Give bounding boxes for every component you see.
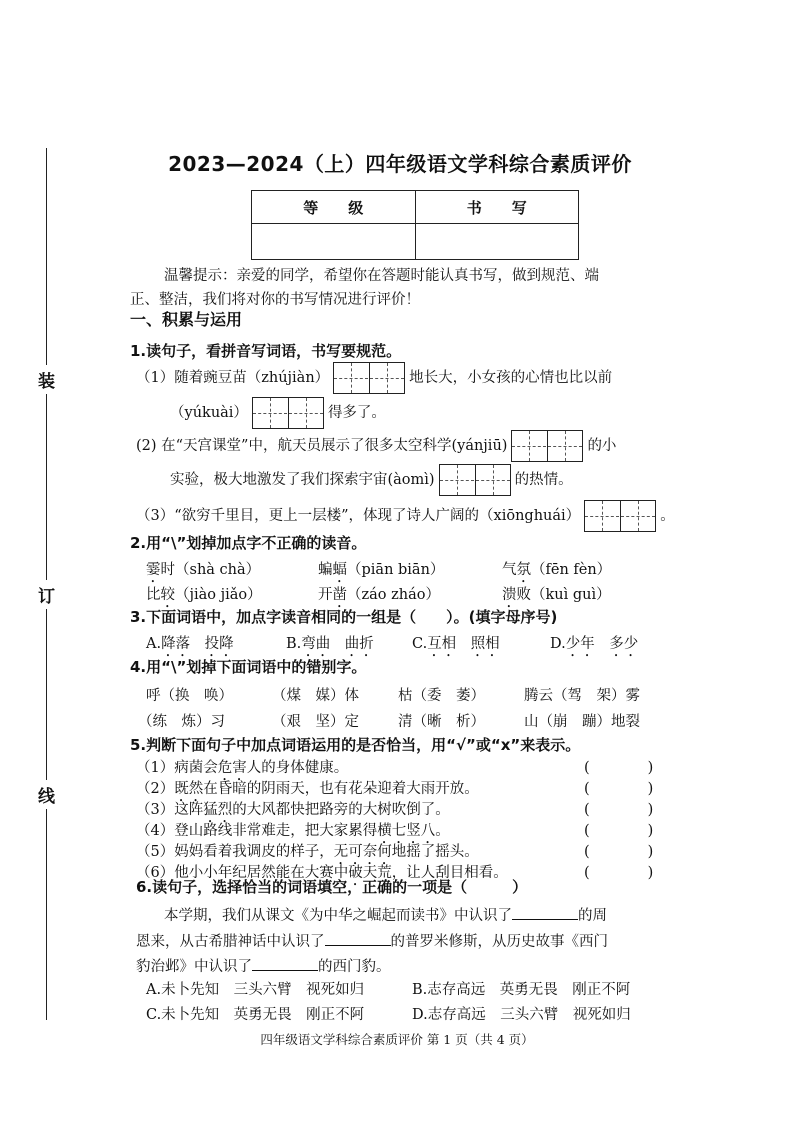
tip-line-2: 正、整洁，我们将对你的书写情况进行评价！	[130, 292, 420, 308]
q1-s2c-text: 实验，极大地激发了我们探索宇宙(àomì)	[170, 472, 435, 488]
q6-para-line-3	[136, 955, 391, 976]
binding-char-zhuang: 装	[38, 365, 55, 394]
q5-answer-bracket[interactable]: ( )	[584, 781, 654, 797]
q6-option-c[interactable]: C.未卜先知 英勇无畏 刚正不阿	[146, 1007, 365, 1023]
q2-word-char: 气	[502, 562, 517, 578]
q5-text: ，让人刮目相看。	[391, 865, 508, 881]
q5-answer-bracket[interactable]: ( )	[584, 802, 654, 818]
tianzige-yanjiu[interactable]	[511, 430, 583, 462]
option-word: 多少	[609, 636, 639, 652]
q6-text: 的西门豹。	[318, 959, 391, 975]
grade-header: 等 级	[252, 191, 416, 224]
tianzige-aomi[interactable]	[439, 464, 511, 496]
q6-text: 恩来，从古希腊神话中认识了	[136, 934, 325, 950]
q5-emphasis: 危害	[217, 760, 247, 776]
q2-word-char: 蝠	[332, 562, 347, 578]
q5-text: 在昏暗的阴雨天，也有花朵迎着大雨开放。	[203, 781, 479, 797]
option-word: 照相	[470, 636, 500, 652]
q6-blank-3[interactable]	[252, 956, 318, 971]
q4-title: 4.用“\”划掉下面词语中的错别字。	[130, 658, 367, 676]
q2-pinyin-options[interactable]: （piān biān）	[347, 562, 445, 578]
q1-s1a-text: （1）随着豌豆苗（zhújiàn）	[136, 370, 330, 386]
q1-sentence-2b	[170, 464, 573, 496]
q1-s1d-text: 得多了。	[327, 405, 386, 421]
q4-word[interactable]: 腾云（驾 架）雾	[524, 688, 640, 704]
tianzige-zhujian[interactable]	[333, 362, 405, 394]
q1-s3b-text: 。	[660, 508, 675, 524]
q5-emphasis: 猛烈	[203, 802, 233, 818]
q1-s1b-text: 地长大，小女孩的心情也比以前	[409, 370, 613, 386]
q4-word[interactable]: （煤 媒）体	[272, 688, 359, 704]
q2-item	[502, 558, 611, 586]
q6-para-line-2	[136, 930, 608, 951]
q2-word-char: 霎	[146, 562, 161, 578]
tip-line-1: 温馨提示：亲爱的同学，希望你在答题时能认真书写，做到规范、端	[164, 268, 599, 284]
q5-text: （1）病菌会	[136, 760, 218, 776]
q5-emphasis: 无可奈何	[333, 844, 392, 860]
q2-word-char: 氛	[516, 562, 531, 578]
q4-word[interactable]: 呼（换 唤）	[146, 688, 233, 704]
q6-blank-2[interactable]	[325, 931, 391, 946]
writing-cell[interactable]	[415, 224, 579, 260]
q4-word[interactable]: （练 炼）习	[138, 714, 225, 730]
q1-s2a-text: (2) 在“天宫课堂”中，航天员展示了很多太空科学(yánjiū)	[136, 438, 508, 454]
q2-pinyin-options[interactable]: （fēn fèn）	[531, 562, 612, 578]
q2-pinyin-options[interactable]: （jiào jiǎo）	[175, 587, 262, 603]
q3-title: 3.下面词语中，加点字读音相同的一组是（ ）。(填字母序号)	[130, 608, 558, 626]
option-word: 降落	[161, 636, 191, 652]
q6-text: 豹治邺》中认识了	[136, 959, 252, 975]
q3-option-d[interactable]	[550, 632, 638, 660]
q6-text: 的普罗米修斯，从历史故事《西门	[390, 934, 608, 950]
option-word: 投降	[204, 636, 234, 652]
q5-text: （2）	[136, 781, 175, 797]
option-word: 互相	[427, 636, 457, 652]
q5-emphasis: 横七竖八	[377, 823, 436, 839]
binding-char-ding: 订	[38, 580, 55, 609]
q1-s3a-text: （3）“欲穷千里目，更上一层楼”，体现了诗人广阔的（xiōnghuái）	[136, 508, 581, 524]
q6-title: 6.读句子，选择恰当的词语填空，正确的一项是（ ）	[136, 878, 528, 896]
tianzige-yukuai[interactable]	[252, 397, 324, 429]
q5-text: （5）妈妈看着我调皮的样子，	[136, 844, 334, 860]
q5-text: （4）登山路线非常难走，把大家累得	[136, 823, 378, 839]
q5-answer-bracket[interactable]: ( )	[584, 823, 654, 839]
q1-s2d-text: 的热情。	[514, 472, 573, 488]
q5-text: 地摇了摇头。	[391, 844, 479, 860]
q2-title: 2.用“\”划掉加点字不正确的读音。	[130, 534, 367, 552]
page-footer: 四年级语文学科综合素质评价 第 1 页（共 4 页）	[260, 1032, 534, 1047]
option-label: A.	[146, 636, 162, 652]
q6-para-line-1	[164, 904, 607, 925]
q6-text: 的周	[578, 908, 607, 924]
q4-word[interactable]: 清（晰 析）	[398, 714, 485, 730]
writing-header: 书 写	[415, 191, 579, 224]
section-title: 一、积累与运用	[130, 310, 243, 329]
q1-sentence-2a	[136, 430, 616, 462]
q5-text: 人的身体健康。	[246, 760, 349, 776]
q6-blank-1[interactable]	[512, 905, 578, 920]
q1-s2b-text: 的小	[587, 438, 617, 454]
binding-char-xian: 线	[38, 780, 55, 809]
q1-s1c-text: （yúkuài）	[170, 405, 248, 421]
q1-title: 1.读句子，看拼音写词语，书写要规范。	[130, 342, 402, 360]
q5-emphasis: 破天荒	[348, 865, 392, 881]
q1-sentence-1a	[136, 362, 612, 394]
option-word: 少年	[565, 636, 595, 652]
q1-sentence-1b	[170, 397, 386, 429]
grade-cell[interactable]	[252, 224, 416, 260]
q6-option-a[interactable]: A.未卜先知 三头六臂 视死如归	[146, 982, 365, 998]
option-label: D.	[550, 636, 566, 652]
q2-pinyin-options[interactable]: （kuì guì）	[531, 587, 611, 603]
q2-word-char: 开	[318, 587, 333, 603]
q5-text: （6）他小小年纪居然能在大赛中	[136, 865, 349, 881]
q5-title: 5.判断下面句子中加点词语运用的是否恰当，用“√”或“x”来表示。	[130, 736, 581, 754]
q2-word-char: 比	[146, 587, 161, 603]
q2-word-char: 溃	[502, 587, 517, 603]
q6-option-b[interactable]: B.志存高远 英勇无畏 刚正不阿	[412, 982, 631, 998]
q2-pinyin-options[interactable]: （shà chà）	[175, 562, 261, 578]
tianzige-xionghuai[interactable]	[584, 500, 656, 532]
option-label: C.	[412, 636, 428, 652]
q2-item	[318, 558, 444, 586]
q6-text: 本学期，我们从课文《为中华之崛起而读书》中认识了	[164, 908, 512, 924]
q3-option-c[interactable]	[412, 632, 500, 660]
q4-word[interactable]: 山（崩 蹦）地裂	[524, 714, 640, 730]
q4-word[interactable]: 枯（委 萎）	[398, 688, 485, 704]
grade-table	[251, 190, 579, 260]
q1-sentence-3	[136, 500, 675, 532]
q5-text: 的大风都快把路旁的大树吹倒了。	[232, 802, 450, 818]
q5-answer-bracket[interactable]: ( )	[584, 844, 654, 860]
q5-text: 。	[435, 823, 450, 839]
option-word: 曲折	[344, 636, 374, 652]
q2-word-char: 凿	[332, 587, 347, 603]
q2-word-char: 蝙	[318, 562, 333, 578]
option-label: B.	[286, 636, 302, 652]
q2-word-char: 较	[160, 587, 175, 603]
q2-pinyin-options[interactable]: （záo zháo）	[347, 587, 440, 603]
q6-option-d[interactable]: D.志存高远 三头六臂 视死如归	[412, 1007, 631, 1023]
option-word: 弯曲	[301, 636, 331, 652]
q2-item	[146, 558, 260, 586]
q5-text: （3）这阵	[136, 802, 204, 818]
q5-answer-bracket[interactable]: ( )	[584, 865, 654, 881]
q2-word-char: 败	[516, 587, 531, 603]
q2-word-char: 时	[160, 562, 175, 578]
q4-word[interactable]: （艰 坚）定	[272, 714, 359, 730]
q5-answer-bracket[interactable]: ( )	[584, 760, 654, 776]
q5-emphasis: 既然	[174, 781, 204, 797]
page-title: 2023—2024（上）四年级语文学科综合素质评价	[168, 152, 632, 176]
